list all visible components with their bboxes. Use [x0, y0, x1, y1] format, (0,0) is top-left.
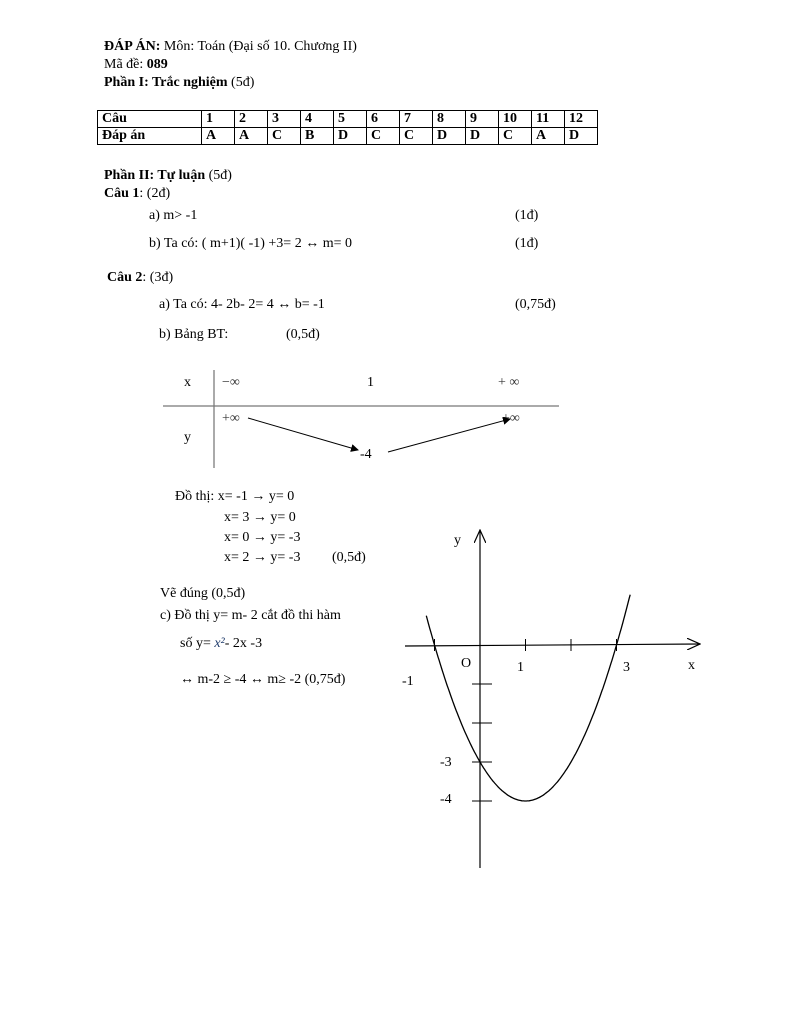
q1a-score: (1đ) — [515, 208, 539, 223]
exam-code-value: 089 — [146, 57, 168, 72]
var-x-right: + ∞ — [498, 375, 520, 390]
question-cell: 5 — [334, 111, 367, 128]
part-c-line1: c) Đồ thị y= m- 2 cắt đồ thi hàm — [160, 608, 341, 623]
y-axis-label: y — [454, 533, 461, 548]
part-c-suffix: - 2x -3 — [224, 636, 263, 651]
question-cell: 9 — [466, 111, 499, 128]
y-tick-label-neg3: -3 — [440, 755, 452, 770]
var-y-label: y — [184, 430, 191, 445]
x-tick-label-3: 3 — [623, 660, 630, 675]
q1b-score: (1đ) — [515, 236, 539, 251]
origin-label: O — [461, 656, 472, 671]
x-tick-label-neg1: -1 — [402, 674, 414, 689]
q2b-text: b) Bảng BT: — [159, 327, 229, 342]
q2a-text: a) Ta có: 4- 2b- 2= 4 ↔ b= -1 — [159, 297, 325, 312]
q2a-score: (0,75đ) — [515, 297, 556, 312]
question-cell: 6 — [367, 111, 400, 128]
y-ticks — [472, 684, 492, 801]
question1-label: Câu 1 — [104, 186, 140, 201]
part2-points: (5đ) — [205, 168, 232, 183]
x-axis — [405, 644, 700, 646]
question-cell: 11 — [532, 111, 565, 128]
exam-code-label: Mã đề: — [104, 57, 147, 72]
row-label-question: Câu — [98, 111, 202, 128]
title-label: ĐÁP ÁN: — [104, 39, 161, 54]
answer-cell: A — [202, 128, 235, 145]
question-cell: 8 — [433, 111, 466, 128]
var-x-left: −∞ — [222, 375, 240, 390]
question1-points: : (2đ) — [139, 186, 171, 201]
question-cell: 2 — [235, 111, 268, 128]
graph-points-score: (0,5đ) — [332, 550, 366, 565]
part2-title: Phần II: Tự luận — [104, 168, 206, 183]
row-label-answer: Đáp án — [98, 128, 202, 145]
question-cell: 10 — [499, 111, 532, 128]
draw-score: Vẽ đúng (0,5đ) — [160, 586, 246, 601]
question-cell: 1 — [202, 111, 235, 128]
answer-cell: D — [565, 128, 598, 145]
x-squared: x² — [214, 636, 225, 651]
part-c-prefix: số y= — [180, 636, 215, 651]
var-y-right: +∞ — [502, 411, 520, 426]
question-cell: 3 — [268, 111, 301, 128]
part1-points: (5đ) — [227, 75, 255, 90]
title-subject: Môn: Toán (Đại số 10. Chương II) — [160, 39, 357, 54]
answer-cell: D — [466, 128, 499, 145]
x-tick-label-1: 1 — [517, 660, 524, 675]
x-axis-label: x — [688, 658, 695, 673]
answer-cell: A — [532, 128, 565, 145]
parabola-curve — [426, 595, 630, 801]
part1-title: Phần I: Trắc nghiệm — [104, 75, 228, 90]
answer-cell: D — [433, 128, 466, 145]
var-y-left: +∞ — [222, 411, 240, 426]
answer-cell: A — [235, 128, 268, 145]
var-x-mid: 1 — [367, 375, 374, 390]
question2-label: Câu 2 — [107, 270, 143, 285]
question-cell: 4 — [301, 111, 334, 128]
graph-points-line2: x= 3 → y= 0 — [224, 510, 296, 525]
answer-cell: D — [334, 128, 367, 145]
q1b-text: b) Ta có: ( m+1)( -1) +3= 2 ↔ m= 0 — [149, 236, 352, 251]
y-tick-label-neg4: -4 — [440, 792, 452, 807]
q1a-text: a) m> -1 — [149, 208, 198, 223]
graph-points-line4: x= 2 → y= -3 — [224, 550, 301, 565]
var-x-label: x — [184, 375, 191, 390]
answer-cell: C — [499, 128, 532, 145]
answer-cell: B — [301, 128, 334, 145]
answer-cell: C — [268, 128, 301, 145]
var-y-mid: -4 — [360, 447, 372, 462]
question-cell: 12 — [565, 111, 598, 128]
answer-cell: C — [400, 128, 433, 145]
question2-points: : (3đ) — [142, 270, 174, 285]
part-c-line3: ↔ m-2 ≥ -4 ↔ m≥ -2 (0,75đ) — [180, 672, 346, 687]
graph-points-line3: x= 0 → y= -3 — [224, 530, 301, 545]
question-cell: 7 — [400, 111, 433, 128]
q2b-score: (0,5đ) — [286, 327, 320, 342]
answer-cell: C — [367, 128, 400, 145]
graph-points-line1: Đồ thị: x= -1 → y= 0 — [175, 489, 295, 504]
